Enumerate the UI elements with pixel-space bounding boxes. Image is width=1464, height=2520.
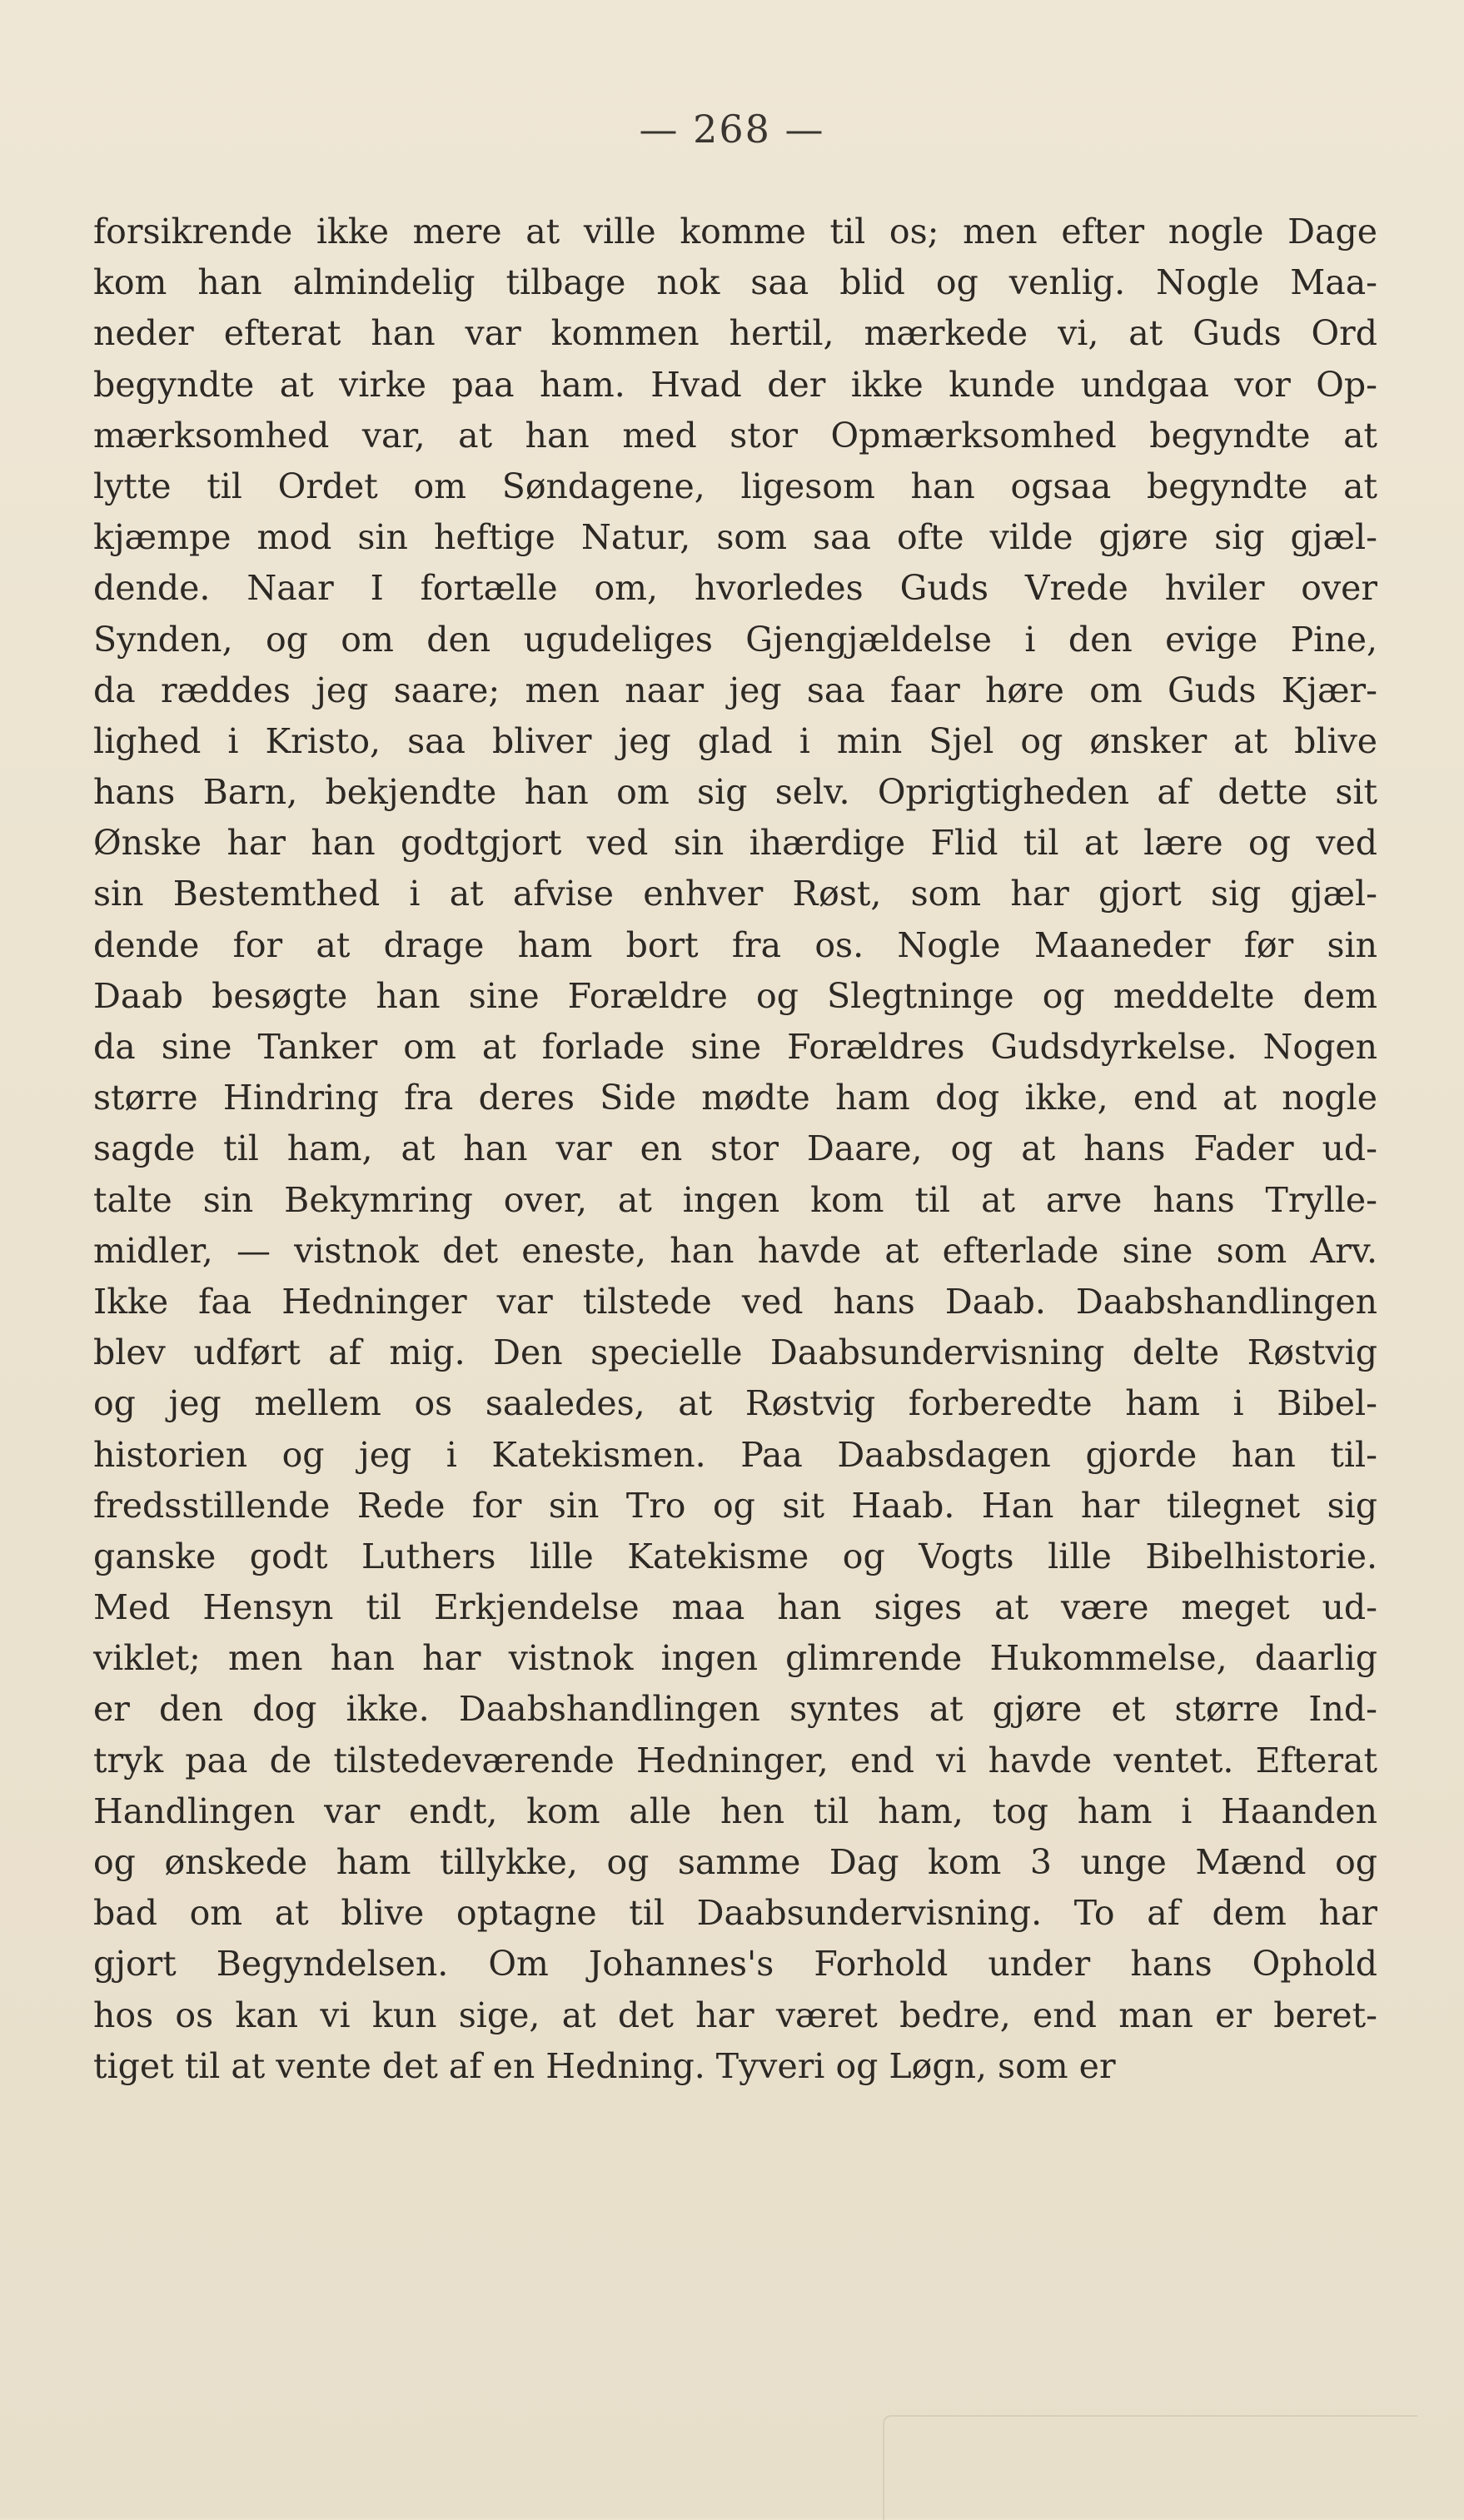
text-line: hos os kan vi kun sige, at det har været bedre, end man er beret- xyxy=(93,1995,1377,2035)
text-line: Handlingen var endt, kom alle hen til ham, tog ham i Haanden xyxy=(93,1790,1377,1831)
text-line: kjæmpe mod sin heftige Natur, som saa ofte vilde gjøre sig gjæl- xyxy=(93,517,1377,558)
text-line: og ønskede ham tillykke, og samme Dag kom 3 unge Mænd og xyxy=(93,1842,1377,1882)
page-number: — 268 — xyxy=(639,107,825,152)
text-line: blev udført af mig. Den specielle Daabsundervisning delte Røstvig xyxy=(93,1332,1377,1373)
text-line: dende. Naar I fortælle om, hvorledes Guds Vrede hviler over xyxy=(93,568,1377,609)
text-line: fredsstillende Rede for sin Tro og sit Haab. Han har tilegnet sig xyxy=(93,1485,1377,1526)
body-text xyxy=(93,207,1377,2092)
text-line: Daab besøgte han sine Forældre og Slegtninge og meddelte dem xyxy=(93,975,1377,1016)
text-line: sin Bestemthed i at afvise enhver Røst, som har gjort sig gjæl- xyxy=(93,874,1377,914)
text-line: neder efterat han var kommen hertil, mærkede vi, at Guds Ord xyxy=(93,313,1377,354)
text-line: og jeg mellem os saaledes, at Røstvig forberedte ham i Bibel- xyxy=(93,1383,1377,1424)
text-line: Ønske har han godtgjort ved sin ihærdige Flid til at lære og ved xyxy=(93,823,1377,864)
page-fold-mark xyxy=(883,2415,1417,2520)
text-line: talte sin Bekymring over, at ingen kom til at arve hans Trylle- xyxy=(93,1179,1377,1220)
text-line: da ræddes jeg saare; men naar jeg saa faar høre om Guds Kjær- xyxy=(93,670,1377,710)
text-line: kom han almindelig tilbage nok saa blid og venlig. Nogle Maa- xyxy=(93,262,1377,303)
text-line: Ikke faa Hedninger var tilstede ved hans Daab. Daabshandlingen xyxy=(93,1281,1377,1322)
text-line: gjort Begyndelsen. Om Johannes's Forhold under hans Ophold xyxy=(93,1944,1377,1985)
text-line: er den dog ikke. Daabshandlingen syntes at gjøre et større Ind- xyxy=(93,1689,1377,1730)
text-line: Synden, og om den ugudeliges Gjengjældelse i den evige Pine, xyxy=(93,619,1377,660)
text-line: mærksomhed var, at han med stor Opmærksomhed begyndte at xyxy=(93,415,1377,456)
text-line: tryk paa de tilstedeværende Hedninger, end vi havde ventet. Efterat xyxy=(93,1740,1377,1780)
text-line: tiget til at vente det af en Hedning. Tyveri og Løgn, som er xyxy=(93,2045,1116,2086)
text-line: viklet; men han har vistnok ingen glimrende Hukommelse, daarlig xyxy=(93,1638,1377,1679)
text-line: ganske godt Luthers lille Katekisme og Vogts lille Bibelhistorie. xyxy=(93,1536,1377,1576)
text-line: midler, — vistnok det eneste, han havde at efterlade sine som Arv. xyxy=(93,1230,1377,1271)
text-line: lighed i Kristo, saa bliver jeg glad i min Sjel og ønsker at blive xyxy=(93,720,1377,761)
text-line: dende for at drage ham bort fra os. Nogle Maaneder før sin xyxy=(93,924,1377,965)
text-line: lytte til Ordet om Søndagene, ligesom han ogsaa begyndte at xyxy=(93,466,1377,506)
text-line: begyndte at virke paa ham. Hvad der ikke kunde undgaa vor Op- xyxy=(93,364,1377,405)
text-line: sagde til ham, at han var en stor Daare, og at hans Fader ud- xyxy=(93,1128,1377,1169)
text-line: da sine Tanker om at forlade sine Forældres Gudsdyrkelse. Nogen xyxy=(93,1027,1377,1067)
text-line: historien og jeg i Katekismen. Paa Daabsdagen gjorde han til- xyxy=(93,1434,1377,1475)
text-line: hans Barn, bekjendte han om sig selv. Oprigtigheden af dette sit xyxy=(93,772,1377,813)
text-line: bad om at blive optagne til Daabsundervisning. To af dem har xyxy=(93,1893,1377,1934)
text-line: forsikrende ikke mere at ville komme til os; men efter nogle Dage xyxy=(93,212,1377,252)
text-line: Med Hensyn til Erkjendelse maa han siges at være meget ud- xyxy=(93,1587,1377,1628)
text-line: større Hindring fra deres Side mødte ham dog ikke, end at nogle xyxy=(93,1078,1377,1118)
